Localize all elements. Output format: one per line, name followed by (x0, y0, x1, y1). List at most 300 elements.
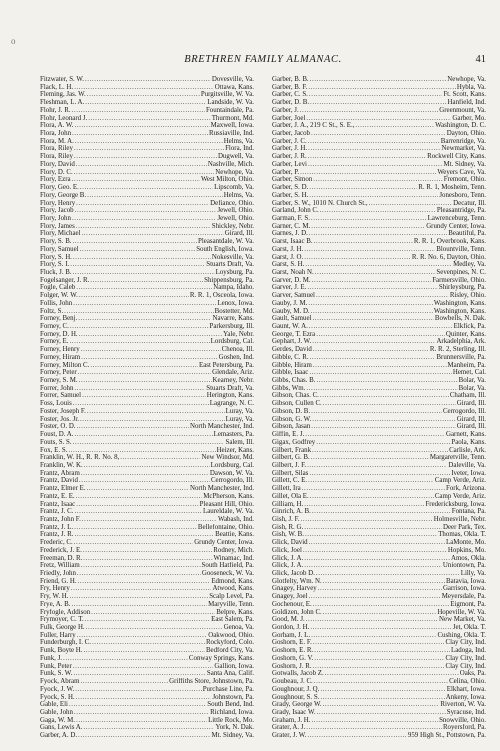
entry-name: Fleshman, L. A. (40, 99, 85, 107)
entry-place: Stuarts Draft, Va. (206, 261, 254, 269)
dot-leader (79, 477, 210, 485)
entry-place: Farmersville, Ohio. (432, 276, 486, 284)
dot-leader (76, 717, 207, 725)
directory-entry (272, 670, 486, 678)
entry-name: Garber, J. R. (272, 153, 307, 161)
directory-entry (40, 254, 254, 262)
directory-entry (272, 385, 486, 393)
entry-place: Garrison, Iowa. (442, 585, 486, 593)
entry-place: Navarre, Kans. (212, 315, 254, 323)
directory-entry (40, 76, 254, 84)
entry-name: Forney, S. M. (40, 377, 78, 385)
entry-place: Mt. Sidney, Va. (443, 160, 486, 168)
entry-name: Gibson, D. B. (272, 407, 311, 415)
dot-leader (74, 385, 205, 393)
dot-leader (80, 184, 213, 192)
dot-leader (306, 616, 438, 624)
directory-entry (272, 477, 486, 485)
entry-name: Gilbert, G. B. (272, 454, 310, 462)
entry-name: Gans, Lewis A. (40, 724, 83, 732)
dot-leader (80, 246, 196, 254)
directory-entry (40, 454, 254, 462)
entry-place: North Manchester, Ind. (189, 423, 254, 431)
entry-name: Gable, Eli (40, 701, 68, 709)
dot-leader (72, 215, 216, 223)
entry-place: Lipscomb, Va. (214, 184, 254, 192)
directory-entry (40, 200, 254, 208)
entry-name: Frantz, Abram (40, 469, 80, 477)
entry-place: Fontana, Pa. (451, 508, 486, 516)
dot-leader (308, 161, 443, 169)
entry-name: Fretz, William (40, 562, 80, 570)
entry-name: Garst, S. H. (272, 261, 305, 269)
entry-place: West Milton, Ohio. (200, 176, 254, 184)
entry-place: Shickley, Nebr. (211, 222, 254, 230)
entry-place: Newhope, Va. (447, 76, 486, 83)
directory-entry (40, 385, 254, 393)
dot-leader (82, 230, 224, 238)
directory-entry (40, 601, 254, 609)
directory-entry (272, 616, 486, 624)
entry-name: Frymoyer, C. T. (40, 616, 84, 624)
dot-leader (312, 416, 455, 424)
directory-entry (272, 724, 486, 732)
entry-name: Fulk, George H. (40, 624, 85, 632)
dot-leader (308, 84, 456, 92)
directory-entry (40, 416, 254, 424)
dot-leader (369, 200, 453, 208)
dot-leader (311, 223, 425, 231)
entry-place: Ankeny, Iowa. (445, 693, 486, 701)
directory-entry (272, 555, 486, 563)
dot-leader (310, 76, 447, 84)
directory-entry (40, 369, 254, 377)
dot-leader (83, 547, 212, 555)
entry-name: Funk, S. W. (40, 670, 73, 678)
entry-place: Dugwell, Va. (217, 153, 254, 161)
entry-name: Fyock, Abram (40, 678, 80, 686)
dot-leader (310, 493, 434, 501)
entry-place: Batavia, Iowa. (446, 577, 486, 585)
entry-name: Giffin, E. J. (272, 431, 305, 439)
dot-leader (309, 192, 438, 200)
entry-name: Fleming, Jas. W. (40, 91, 86, 99)
entry-name: Glotfelty, Wm. N. (272, 577, 322, 585)
entry-name: Glick, J. A. (272, 554, 304, 562)
entry-place: Goshen, Ind. (218, 353, 254, 361)
directory-entry (272, 331, 486, 339)
entry-place: Sevenpines, N. C. (436, 268, 486, 276)
entry-name: Folger, W. W. (40, 292, 78, 300)
entry-place: Scalp Level, Pa. (209, 593, 254, 601)
entry-name: Franklin, W. H., R. R. No. 8, (40, 454, 120, 462)
directory-entry (272, 261, 486, 269)
entry-name: Flory, S. B. (40, 238, 72, 246)
entry-place: Johnstown, Pa. (212, 693, 254, 701)
entry-name: Gibble, C. R. (272, 353, 309, 361)
directory-entry (272, 377, 486, 385)
dot-leader (85, 99, 206, 107)
entry-place: Jewell, Ohio. (217, 207, 254, 215)
entry-name: Gnagey, Harvey (272, 585, 317, 593)
directory-entry (272, 392, 486, 400)
entry-place: Paola, Kans. (451, 438, 486, 446)
dot-leader (304, 555, 450, 563)
entry-name: Fry, W. H. (40, 593, 69, 601)
directory-entry (40, 609, 254, 617)
directory-entry (272, 647, 486, 655)
entry-place: Ft. Scott, Kans. (443, 91, 486, 99)
dot-leader (316, 570, 460, 578)
directory-entry (272, 632, 486, 640)
directory-entry (272, 431, 486, 439)
dot-leader (80, 678, 168, 686)
dot-leader (85, 76, 211, 84)
entry-place: Belpre, Kans. (216, 608, 254, 616)
directory-entry (272, 254, 486, 262)
directory-entry (272, 400, 486, 408)
dot-leader (310, 354, 436, 362)
dot-leader (309, 323, 453, 331)
entry-place: Garnett, Kans. (446, 431, 486, 439)
entry-name: Forrer, Samuel (40, 392, 82, 400)
dot-leader (91, 609, 215, 617)
directory-columns (40, 76, 486, 740)
directory-entry (272, 501, 486, 509)
dot-leader (314, 647, 450, 655)
entry-name: Goshorn, E. F. (272, 639, 312, 647)
entry-name: Garber, Levi (272, 160, 307, 168)
entry-name: Garber, S. D. (272, 184, 309, 192)
dot-leader (304, 562, 442, 570)
dot-leader (313, 346, 429, 354)
dot-leader (307, 462, 447, 470)
entry-place: Helms, Va. (223, 137, 254, 145)
directory-entry (40, 269, 254, 277)
directory-entry (40, 115, 254, 123)
dot-leader (301, 516, 433, 524)
entry-place: Arkadelphia, Ark. (436, 338, 486, 346)
entry-place: Jet, Okla. T. (452, 624, 486, 632)
directory-entry (40, 277, 254, 285)
directory-entry (40, 501, 254, 509)
entry-name: Foust, D. A. (40, 431, 74, 439)
dot-leader (312, 277, 432, 285)
dot-leader (76, 223, 211, 231)
entry-place: New Windsor, Md. (201, 454, 254, 462)
directory-entry (40, 169, 254, 177)
entry-place: Maryville, Tenn. (208, 600, 254, 608)
entry-place: McPherson, Kans. (203, 492, 254, 500)
entry-name: Gillet, Ola E. (272, 492, 309, 500)
entry-name: Forney, D. H. (40, 330, 78, 338)
dot-leader (74, 84, 214, 92)
dot-leader (76, 501, 198, 509)
directory-entry (272, 462, 486, 470)
directory-entry (272, 717, 486, 725)
entry-place: R. R. No. 6, Dayton, Ohio. (411, 253, 486, 261)
entry-place: Decatur, Ill. (453, 199, 486, 207)
dot-leader (73, 254, 211, 262)
entry-name: Gorham, J. L. (272, 631, 311, 639)
directory-entry (40, 377, 254, 385)
dot-leader (73, 300, 216, 308)
entry-place: Hopeville, W. Va. (437, 608, 486, 616)
dot-leader (311, 308, 433, 316)
dot-leader (72, 176, 200, 184)
entry-place: Defiance, Ohio. (210, 199, 254, 207)
entry-place: Medley, Va. (453, 261, 486, 269)
directory-entry (40, 261, 254, 269)
directory-entry (272, 323, 486, 331)
entry-place: Glendale, Ariz. (212, 369, 254, 377)
dot-leader (82, 516, 217, 524)
dot-leader (76, 284, 212, 292)
entry-place: Clay City, Ind. (445, 639, 486, 647)
dot-leader (87, 91, 200, 99)
entry-name: Garber, J. H. (272, 145, 308, 153)
entry-place: Stuarts Draft, Va. (206, 384, 254, 392)
directory-entry (40, 238, 254, 246)
entry-name: Gotwalls, Jacob Z. (272, 670, 324, 678)
entry-place: East Petersburg, Pa. (199, 361, 254, 369)
dot-leader (73, 400, 209, 408)
entry-place: East Salem, Pa. (211, 616, 254, 624)
directory-entry (272, 624, 486, 632)
directory-entry (40, 331, 254, 339)
entry-place: Nokesville, Va. (211, 253, 254, 261)
entry-place: New Market, Va. (439, 616, 486, 624)
directory-entry (40, 639, 254, 647)
entry-place: Amos, Okla. (450, 554, 486, 562)
dot-leader (82, 392, 206, 400)
entry-name: Gault, Samuel (272, 315, 312, 323)
entry-name: Gephart, J. W. (272, 338, 312, 346)
entry-place: Ladoga, Ind. (450, 647, 486, 655)
entry-name: Gilbert, J. F. (272, 461, 307, 469)
directory-entry (272, 207, 486, 215)
dot-leader (316, 377, 457, 385)
dot-leader (75, 686, 201, 694)
directory-entry (40, 570, 254, 578)
left-column (40, 76, 254, 740)
directory-entry (272, 346, 486, 354)
entry-name: Flory, S. H. (40, 253, 72, 261)
entry-place: R. R. 1, Overbrook, Kans. (413, 238, 486, 246)
entry-name: Graham, J. H. (272, 716, 311, 724)
entry-name: Gibson, Cullen C. (272, 400, 322, 408)
directory-entry (272, 122, 486, 130)
directory-entry (272, 130, 486, 138)
dot-leader (309, 593, 441, 601)
dot-leader (71, 601, 207, 609)
entry-place: Hanfield, Ind. (447, 99, 486, 107)
dot-leader (315, 269, 436, 277)
directory-entry (40, 431, 254, 439)
entry-place: Celina, Ohio. (449, 678, 486, 686)
directory-entry (272, 678, 486, 686)
entry-name: Flora, Riley (40, 145, 73, 153)
dot-leader (75, 431, 213, 439)
directory-entry (272, 562, 486, 570)
entry-name: Forney, E. (40, 338, 69, 346)
directory-entry (40, 632, 254, 640)
entry-place: Lilly, Va. (460, 570, 486, 577)
dot-leader (64, 308, 213, 316)
directory-entry (272, 732, 486, 740)
dot-leader (309, 184, 417, 192)
dot-leader (308, 138, 440, 146)
dot-leader (79, 331, 222, 339)
entry-place: Bolar, Va. (458, 384, 486, 392)
entry-name: Flora, John (40, 130, 72, 138)
entry-place: Rodney, Mich. (213, 546, 254, 554)
entry-name: Frantz, Isaac (40, 500, 76, 508)
directory-entry (272, 138, 486, 146)
entry-place: Fork, Arizona. (446, 485, 486, 493)
entry-name: Frantz, Elmer E. (40, 485, 86, 493)
directory-entry (272, 439, 486, 447)
entry-name: Glick, Jacob D. (272, 570, 315, 577)
entry-place: Girard, Ill. (456, 415, 486, 423)
entry-place: Gooseneck, W. Va. (201, 570, 254, 577)
dot-leader (78, 578, 211, 586)
entry-place: Mt. Sidney, Va. (211, 732, 254, 740)
directory-entry (40, 493, 254, 501)
dot-leader (309, 369, 452, 377)
directory-entry (40, 531, 254, 539)
directory-entry (40, 555, 254, 563)
entry-name: Flory, David (40, 160, 75, 168)
dot-leader (76, 161, 207, 169)
dot-leader (83, 555, 212, 563)
dot-leader (72, 107, 205, 115)
dot-leader (306, 115, 451, 123)
directory-entry (40, 539, 254, 547)
dot-leader (323, 701, 440, 709)
dot-leader (75, 508, 203, 516)
entry-place: 959 High St., Pottstown, Pa. (407, 732, 486, 740)
entry-name: Flory, George B. (40, 191, 87, 199)
dot-leader (120, 454, 200, 462)
gutter-mark: o (11, 36, 16, 46)
directory-entry (40, 130, 254, 138)
dot-leader (75, 207, 217, 215)
directory-entry (272, 639, 486, 647)
entry-name: Garber, B. B. (272, 76, 309, 83)
directory-entry (272, 91, 486, 99)
entry-name: Fox, E. S. (40, 446, 68, 454)
dot-leader (312, 338, 435, 346)
entry-name: Gibbs, Chas. B. (272, 377, 316, 385)
dot-leader (75, 531, 215, 539)
entry-name: Flora, A. W. (40, 122, 74, 130)
entry-name: Garber, S. W., 1010 N. Church St., (272, 199, 368, 207)
entry-place: Riverton, W. Va. (440, 701, 486, 709)
directory-entry (272, 593, 486, 601)
directory-entry (272, 686, 486, 694)
entry-place: Greenmount, Va. (439, 106, 486, 114)
directory-entry (272, 694, 486, 702)
directory-entry (40, 91, 254, 99)
entry-name: Forney, Peter (40, 369, 77, 377)
entry-name: Gillett, Ira (272, 485, 301, 493)
dot-leader (300, 107, 439, 115)
directory-entry (40, 694, 254, 702)
dot-leader (307, 732, 407, 740)
entry-name: Foster, O. D. (40, 423, 76, 431)
entry-place: Jonesboro, Tenn. (439, 191, 486, 199)
entry-place: Grundy Center, Iowa. (426, 222, 486, 230)
entry-place: Risley, Ohio. (449, 292, 486, 300)
directory-entry (272, 447, 486, 455)
entry-name: Fogle, Caleb (40, 284, 76, 292)
entry-place: Washington, Kans. (433, 299, 486, 307)
directory-entry (40, 315, 254, 323)
dot-leader (304, 501, 424, 509)
entry-place: LaMonte, Mo. (446, 539, 486, 547)
dot-leader (74, 709, 209, 717)
entry-place: Loysburg, Pa. (215, 268, 254, 276)
entry-place: Uniontown, Pa. (442, 562, 486, 570)
dot-leader (313, 601, 449, 609)
directory-entry (272, 493, 486, 501)
entry-place: Fountaindale, Pa. (205, 106, 254, 114)
right-column (272, 76, 486, 740)
entry-place: Kearney, Nebr. (212, 377, 254, 385)
dot-leader (310, 624, 451, 632)
entry-name: Flory, Samuel (40, 245, 79, 253)
entry-name: Fyock, J. W. (40, 685, 75, 693)
directory-entry (40, 717, 254, 725)
running-title: BRETHREN FAMILY ALMANAC. (184, 54, 342, 65)
dot-leader (73, 269, 215, 277)
entry-place: Luray, Va. (225, 407, 254, 415)
entry-name: Glick, Joel (272, 546, 302, 554)
dot-leader (314, 238, 413, 246)
directory-entry (272, 246, 486, 254)
entry-name: Frantz, E. E. (40, 492, 75, 500)
directory-entry (40, 686, 254, 694)
directory-entry (272, 354, 486, 362)
entry-place: Thomas, Okla. T. (438, 531, 486, 539)
directory-entry (272, 578, 486, 586)
directory-entry (272, 269, 486, 277)
directory-entry (272, 524, 486, 532)
entry-place: Genoa, Va. (223, 624, 254, 632)
directory-entry (40, 138, 254, 146)
entry-name: Flory, Henry (40, 199, 76, 207)
entry-place: Shirleysburg, Pa. (438, 284, 486, 292)
entry-name: Forney, Benj. (40, 315, 78, 323)
entry-place: Purchase Line, Pa. (202, 685, 254, 693)
directory-entry (40, 246, 254, 254)
directory-entry (272, 223, 486, 231)
entry-place: Girard, Ill. (456, 400, 486, 408)
dot-leader (316, 439, 450, 447)
entry-place: Heizer, Kans. (216, 446, 254, 454)
entry-name: Fitzwater, S. W. (40, 76, 84, 83)
entry-name: Garst, J. H. (272, 245, 304, 253)
entry-name: Foster, Joseph F. (40, 407, 86, 415)
dot-leader (306, 724, 442, 732)
directory-entry (272, 416, 486, 424)
entry-place: Little Rock, Mo. (208, 716, 254, 724)
dot-leader (311, 423, 455, 431)
entry-place: Pleasantdale, W. Va. (198, 238, 254, 246)
entry-name: Foster, Jos. Jr. (40, 415, 79, 423)
directory-entry (40, 724, 254, 732)
